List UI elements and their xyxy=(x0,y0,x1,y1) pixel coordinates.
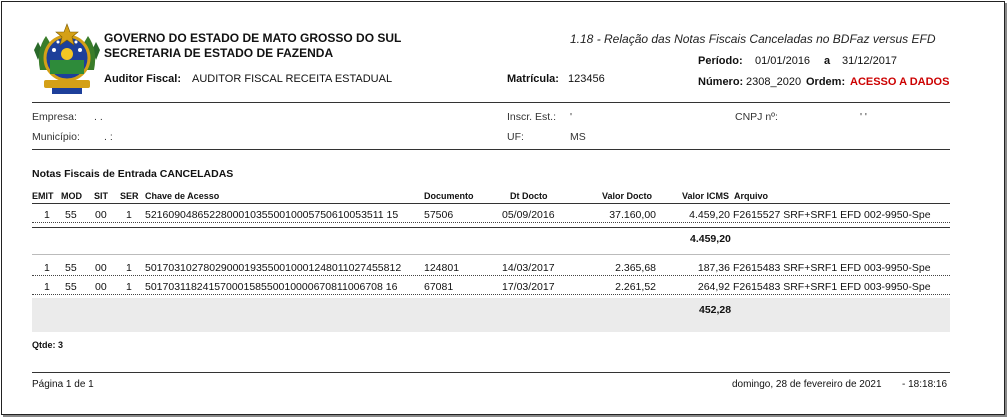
table-row-3-emit: 1 xyxy=(44,281,50,293)
periodo-to: 31/12/2017 xyxy=(842,55,898,67)
footer-time: - 18:18:16 xyxy=(902,379,948,390)
auditor-value: AUDITOR FISCAL RECEITA ESTADUAL xyxy=(192,73,393,85)
table-row-1-valor: 37.160,00 xyxy=(609,209,656,221)
empresa-value: . . xyxy=(94,111,103,123)
table-row-3-dt: 17/03/2017 xyxy=(502,281,555,293)
ordem-label: Ordem: xyxy=(806,76,846,88)
table-row-1-ser: 1 xyxy=(126,209,132,221)
gov-title: GOVERNO DO ESTADO DE MATO GROSSO DO SUL xyxy=(104,31,402,45)
footer-date: domingo, 28 de fevereiro de 2021 xyxy=(732,379,882,390)
report-title: 1.18 - Relação das Notas Fiscais Canceladas no BDFaz versus EFD xyxy=(570,32,936,46)
row-separator xyxy=(32,222,950,223)
table-row-1-arquivo: F2615527 SRF+SRF1 EFD 002-9950-Spe xyxy=(733,209,931,221)
col-valor-docto: Valor Docto xyxy=(602,191,653,201)
col-arquivo: Arquivo xyxy=(734,191,769,201)
columns-divider xyxy=(32,203,950,204)
row-separator xyxy=(32,275,950,276)
company-divider xyxy=(32,149,950,150)
footer-divider xyxy=(32,372,950,373)
table-row-2-chave: 50170310278029000193550010001248011027455812 xyxy=(145,262,402,274)
col-dt-docto: Dt Docto xyxy=(510,191,548,201)
group2-top-divider xyxy=(32,254,950,255)
table-row-3-mod: 55 xyxy=(65,281,77,293)
table-row-1-doc: 57506 xyxy=(424,209,454,221)
page-number: Página 1 de 1 xyxy=(32,379,94,390)
table-row-3-ser: 1 xyxy=(126,281,132,293)
auditor-label: Auditor Fiscal: xyxy=(104,73,182,85)
qtde: Qtde: 3 xyxy=(32,340,64,350)
table-row-2-ser: 1 xyxy=(126,262,132,274)
group2-total-band xyxy=(32,298,950,332)
table-row-1-mod: 55 xyxy=(65,209,77,221)
table-row-1-sit: 00 xyxy=(95,209,107,221)
table-row-2-emit: 1 xyxy=(44,262,50,274)
cnpj-label: CNPJ nº: xyxy=(735,111,778,123)
empresa-label: Empresa: xyxy=(32,111,77,123)
uf-label: UF: xyxy=(507,131,524,143)
matricula-label: Matrícula: xyxy=(507,73,559,85)
table-row-2-mod: 55 xyxy=(65,262,77,274)
col-sit: SIT xyxy=(94,191,109,201)
table-row-3-arquivo: F2615483 SRF+SRF1 EFD 003-9950-Spe xyxy=(733,281,931,293)
table-row-3-sit: 00 xyxy=(95,281,107,293)
table-row-2-sit: 00 xyxy=(95,262,107,274)
table-row-3-valor: 2.261,52 xyxy=(615,281,656,293)
uf-value: MS xyxy=(570,131,586,143)
state-coat-of-arms xyxy=(32,20,102,100)
table-row-2-doc: 124801 xyxy=(424,262,460,274)
municipio-value: . : xyxy=(104,131,113,143)
table-row-3-icms: 264,92 xyxy=(697,281,730,293)
periodo-from: 01/01/2016 xyxy=(755,55,811,67)
matricula-value: 123456 xyxy=(568,73,605,85)
row-separator xyxy=(32,294,950,295)
periodo-label: Período: xyxy=(698,55,743,67)
header-divider xyxy=(32,102,950,103)
cnpj-value: ' ' xyxy=(860,111,867,123)
col-emit: EMIT xyxy=(32,191,54,201)
municipio-label: Município: xyxy=(32,131,80,143)
group2-total: 452,28 xyxy=(699,304,732,316)
col-valor-icms: Valor ICMS xyxy=(682,191,730,201)
col-mod: MOD xyxy=(61,191,82,201)
table-row-2-arquivo: F2615483 SRF+SRF1 EFD 003-9950-Spe xyxy=(733,262,931,274)
col-chave: Chave de Acesso xyxy=(145,191,220,201)
ordem-value: ACESSO A DADOS xyxy=(850,76,950,88)
table-row-2-dt: 14/03/2017 xyxy=(502,262,555,274)
table-row-3-chave: 50170311824157000158550010000670811006708 16 xyxy=(145,281,398,293)
periodo-a: a xyxy=(824,55,831,67)
col-ser: SER xyxy=(120,191,139,201)
table-row-1-icms: 4.459,20 xyxy=(689,209,730,221)
sec-title: SECRETARIA DE ESTADO DE FAZENDA xyxy=(104,46,334,60)
table-row-1-emit: 1 xyxy=(44,209,50,221)
table-row-1-dt: 05/09/2016 xyxy=(502,209,555,221)
table-row-1-chave: 52160904865228000103550010005750610053511 15 xyxy=(145,209,399,221)
group1-total: 4.459,20 xyxy=(690,233,731,245)
report-page xyxy=(1,1,1005,415)
table-row-2-icms: 187,36 xyxy=(697,262,730,274)
table-row-3-doc: 67081 xyxy=(424,281,454,293)
section-title: Notas Fiscais de Entrada CANCELADAS xyxy=(32,168,234,180)
col-documento: Documento xyxy=(424,191,474,201)
inscr-label: Inscr. Est.: xyxy=(507,111,557,123)
table-row-2-valor: 2.365,68 xyxy=(615,262,656,274)
group1-divider xyxy=(32,227,950,228)
numero-label: Número: xyxy=(698,76,744,88)
numero-value: 2308_2020 xyxy=(746,76,802,88)
inscr-value: ' xyxy=(570,111,573,123)
